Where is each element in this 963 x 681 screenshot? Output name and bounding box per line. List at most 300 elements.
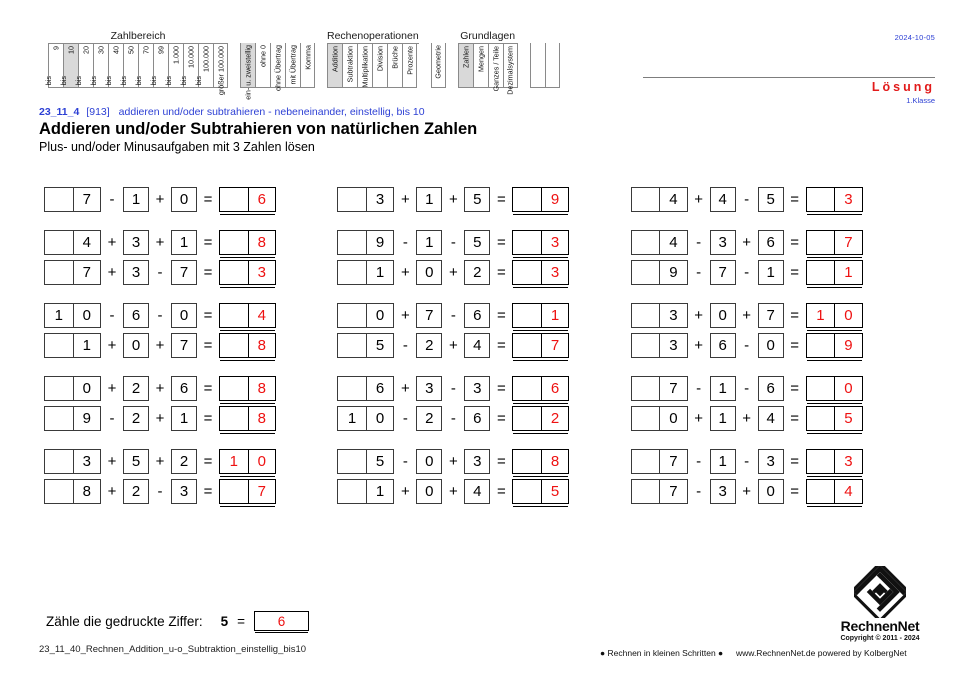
- equals-sign: =: [790, 190, 800, 208]
- second-operand-box[interactable]: 2: [416, 406, 442, 431]
- answer-box[interactable]: [806, 449, 863, 474]
- answer-box[interactable]: [512, 303, 569, 328]
- third-operand-box[interactable]: 3: [171, 479, 197, 504]
- header-cell[interactable]: [387, 44, 402, 88]
- answer-ones-digit: 1: [834, 261, 862, 284]
- answer-box[interactable]: [512, 230, 569, 255]
- count-task-equals: =: [237, 613, 245, 629]
- operand-ones-digit: 4: [659, 231, 687, 254]
- header-cell[interactable]: [255, 43, 270, 88]
- header-cell-top-label: Division: [375, 46, 385, 72]
- operator-2: +: [742, 409, 752, 427]
- header-divider-rule: [643, 77, 935, 78]
- first-operand-box[interactable]: [337, 333, 394, 358]
- equals-sign: =: [203, 409, 213, 427]
- header-cell-top-label: Geometrie: [433, 45, 443, 79]
- equation-row: [44, 332, 337, 358]
- equals-sign: =: [790, 409, 800, 427]
- equals-sign: =: [790, 306, 800, 324]
- worksheet-description: addieren und/oder subtrahieren - nebeneinander, einstellig, bis 10: [118, 106, 425, 118]
- header-cell-empty[interactable]: [545, 43, 560, 88]
- operand-ones-digit: 7: [73, 261, 101, 284]
- equation-row: [631, 186, 924, 212]
- operator-1: +: [107, 263, 117, 281]
- equals-sign: =: [203, 482, 213, 500]
- first-operand-box[interactable]: [337, 449, 394, 474]
- second-operand-box[interactable]: 1: [416, 230, 442, 255]
- operand-tens-digit: [338, 450, 366, 473]
- first-operand-box[interactable]: [337, 406, 394, 431]
- equals-sign: =: [203, 263, 213, 281]
- answer-box[interactable]: [219, 333, 276, 358]
- equation-row: [44, 302, 337, 328]
- operator-1: -: [696, 482, 702, 500]
- header-group-title: Grundlagen: [458, 29, 518, 44]
- answer-ones-digit: 5: [541, 480, 569, 503]
- second-operand-box[interactable]: 0: [416, 260, 442, 285]
- header-cell-top-label: 9: [51, 46, 61, 50]
- operator-2: +: [742, 482, 752, 500]
- operand-tens-digit: [45, 377, 73, 400]
- answer-tens-digit: [513, 261, 541, 284]
- equation-row: [631, 375, 924, 401]
- second-operand-box[interactable]: 1: [123, 187, 149, 212]
- operator-1: +: [107, 233, 117, 251]
- third-operand-box[interactable]: 6: [464, 406, 490, 431]
- second-operand-box[interactable]: 6: [123, 303, 149, 328]
- operator-1: +: [107, 336, 117, 354]
- answer-ones-digit: 8: [541, 450, 569, 473]
- header-cell-top-label: 50: [126, 46, 136, 54]
- operand-ones-digit: 1: [366, 480, 394, 503]
- second-operand-box[interactable]: 3: [710, 479, 736, 504]
- header-cell-bottom-label: bis: [134, 75, 144, 85]
- header-cell[interactable]: [300, 43, 315, 88]
- third-operand-box[interactable]: 5: [464, 230, 490, 255]
- third-operand-box[interactable]: 4: [464, 333, 490, 358]
- third-operand-box[interactable]: 0: [171, 187, 197, 212]
- operator-2: +: [155, 336, 165, 354]
- footer-url: www.RechnenNet.de powered by KolbergNet: [736, 648, 907, 658]
- answer-box[interactable]: [806, 479, 863, 504]
- answer-ones-digit: 4: [248, 304, 276, 327]
- exercise-block: [631, 186, 924, 212]
- third-operand-box[interactable]: 4: [758, 406, 784, 431]
- first-operand-box[interactable]: [631, 303, 688, 328]
- header-group-title: [530, 29, 560, 43]
- operand-tens-digit: [45, 334, 73, 357]
- exercise-block: [44, 302, 337, 358]
- answer-box[interactable]: [219, 260, 276, 285]
- answer-ones-digit: 5: [834, 407, 862, 430]
- equals-sign: =: [496, 233, 506, 251]
- header-cell[interactable]: [270, 43, 285, 91]
- worksheet-subject-line: [39, 106, 425, 118]
- exercise-block: [337, 302, 630, 358]
- first-operand-box[interactable]: [631, 406, 688, 431]
- header-group-cells: [431, 43, 446, 88]
- header-group-cells: [327, 44, 419, 88]
- second-operand-box[interactable]: 0: [710, 303, 736, 328]
- exercise-block: [44, 448, 337, 504]
- operator-2: -: [744, 336, 750, 354]
- operator-2: +: [448, 452, 458, 470]
- operator-2: -: [157, 306, 163, 324]
- operator-1: -: [696, 263, 702, 281]
- first-operand-box[interactable]: [631, 479, 688, 504]
- answer-box[interactable]: [512, 449, 569, 474]
- third-operand-box[interactable]: 4: [464, 479, 490, 504]
- answer-box[interactable]: [806, 406, 863, 431]
- third-operand-box[interactable]: 6: [171, 376, 197, 401]
- operator-2: +: [742, 306, 752, 324]
- third-operand-box[interactable]: 2: [464, 260, 490, 285]
- operand-ones-digit: 9: [73, 407, 101, 430]
- second-operand-box[interactable]: 7: [710, 260, 736, 285]
- answer-ones-digit: 3: [541, 261, 569, 284]
- equation-row: [337, 375, 630, 401]
- first-operand-box[interactable]: [337, 303, 394, 328]
- operand-tens-digit: [338, 188, 366, 211]
- equation-row: [631, 478, 924, 504]
- header-cell-bottom-label: bis: [104, 75, 114, 85]
- equals-sign: =: [496, 306, 506, 324]
- equals-sign: =: [496, 263, 506, 281]
- second-operand-box[interactable]: 3: [123, 230, 149, 255]
- equation-row: [337, 405, 630, 431]
- third-operand-box[interactable]: 6: [758, 376, 784, 401]
- answer-box[interactable]: [512, 406, 569, 431]
- header-group-title: [240, 29, 315, 43]
- first-operand-box[interactable]: [337, 260, 394, 285]
- first-operand-box[interactable]: [44, 230, 101, 255]
- answer-ones-digit: 9: [541, 188, 569, 211]
- second-operand-box[interactable]: 4: [710, 187, 736, 212]
- answer-tens-digit: [513, 480, 541, 503]
- operator-2: +: [155, 409, 165, 427]
- second-operand-box[interactable]: 0: [123, 333, 149, 358]
- third-operand-box[interactable]: 1: [171, 230, 197, 255]
- second-operand-box[interactable]: 5: [123, 449, 149, 474]
- exercise-block: [44, 229, 337, 285]
- answer-box[interactable]: [219, 187, 276, 212]
- first-operand-box[interactable]: [44, 303, 101, 328]
- header-cell-bottom-label: bis: [74, 75, 84, 85]
- answer-ones-digit: 2: [541, 407, 569, 430]
- operand-ones-digit: 7: [659, 450, 687, 473]
- exercise-block: [631, 302, 924, 358]
- second-operand-box[interactable]: 1: [416, 187, 442, 212]
- operator-2: -: [744, 190, 750, 208]
- header-group-title: [431, 29, 446, 43]
- header-cell[interactable]: [372, 44, 387, 88]
- operator-1: -: [109, 306, 115, 324]
- second-operand-box[interactable]: 2: [123, 376, 149, 401]
- answer-ones-digit: 3: [541, 231, 569, 254]
- answer-box[interactable]: [219, 479, 276, 504]
- answer-tens-digit: [220, 334, 248, 357]
- third-operand-box[interactable]: 6: [758, 230, 784, 255]
- third-operand-box[interactable]: 2: [171, 449, 197, 474]
- third-operand-box[interactable]: 5: [758, 187, 784, 212]
- answer-ones-digit: 3: [834, 450, 862, 473]
- third-operand-box[interactable]: 7: [758, 303, 784, 328]
- second-operand-box[interactable]: 1: [710, 406, 736, 431]
- operator-1: -: [402, 452, 408, 470]
- answer-box[interactable]: [512, 376, 569, 401]
- third-operand-box[interactable]: 1: [171, 406, 197, 431]
- answer-ones-digit: 8: [248, 334, 276, 357]
- third-operand-box[interactable]: 7: [171, 260, 197, 285]
- answer-ones-digit: 6: [248, 188, 276, 211]
- operand-tens-digit: [45, 231, 73, 254]
- header-cell-top-label: Subtraktion: [345, 46, 355, 83]
- third-operand-box[interactable]: 3: [758, 449, 784, 474]
- class-label: 1.Klasse: [906, 96, 935, 105]
- third-operand-box[interactable]: 7: [171, 333, 197, 358]
- answer-box[interactable]: [219, 449, 276, 474]
- header-cell[interactable]: [240, 43, 255, 100]
- operand-tens-digit: [338, 261, 366, 284]
- second-operand-box[interactable]: 3: [416, 376, 442, 401]
- operand-ones-digit: 1: [366, 261, 394, 284]
- header-cell-top-label: mit Übertrag: [288, 45, 298, 85]
- third-operand-box[interactable]: 1: [758, 260, 784, 285]
- answer-tens-digit: [220, 261, 248, 284]
- header-cell-top-label: Zahlen: [461, 46, 471, 68]
- answer-tens-digit: [513, 188, 541, 211]
- answer-box[interactable]: [512, 333, 569, 358]
- operand-tens-digit: [45, 261, 73, 284]
- operator-2: +: [448, 482, 458, 500]
- operator-2: +: [448, 263, 458, 281]
- second-operand-box[interactable]: 2: [123, 479, 149, 504]
- operator-2: -: [450, 409, 456, 427]
- answer-tens-digit: [807, 334, 835, 357]
- third-operand-box[interactable]: 3: [464, 376, 490, 401]
- header-cell-top-label: größer 100.000: [215, 46, 225, 96]
- header-cell-top-label: Mengen: [476, 46, 486, 72]
- operand-tens-digit: [45, 188, 73, 211]
- answer-ones-digit: 6: [541, 377, 569, 400]
- operator-1: +: [694, 190, 704, 208]
- answer-box[interactable]: [219, 406, 276, 431]
- equals-sign: =: [790, 336, 800, 354]
- header-cell[interactable]: [357, 44, 372, 88]
- header-cell[interactable]: [213, 44, 228, 96]
- equation-row: [44, 478, 337, 504]
- answer-box[interactable]: [219, 303, 276, 328]
- header-cell-top-label: Prozente: [404, 46, 414, 75]
- answer-ones-digit: 0: [834, 377, 862, 400]
- equals-sign: =: [496, 452, 506, 470]
- equals-sign: =: [203, 336, 213, 354]
- second-operand-box[interactable]: 1: [710, 449, 736, 474]
- operand-ones-digit: 3: [73, 450, 101, 473]
- exercise-block: [337, 229, 630, 285]
- operand-ones-digit: 7: [659, 480, 687, 503]
- worksheet-code: 23_11_4: [39, 106, 80, 118]
- third-operand-box[interactable]: 0: [758, 333, 784, 358]
- answer-box[interactable]: [806, 187, 863, 212]
- header-cell[interactable]: [402, 44, 417, 88]
- operand-tens-digit: [338, 304, 366, 327]
- operator-1: -: [696, 379, 702, 397]
- operand-ones-digit: 9: [659, 261, 687, 284]
- first-operand-box[interactable]: [44, 449, 101, 474]
- operand-tens-digit: [45, 407, 73, 430]
- header-cell[interactable]: [327, 44, 342, 88]
- operator-1: +: [694, 306, 704, 324]
- answer-tens-digit: [513, 334, 541, 357]
- second-operand-box[interactable]: 0: [416, 449, 442, 474]
- operand-tens-digit: [338, 480, 366, 503]
- second-operand-box[interactable]: 3: [123, 260, 149, 285]
- first-operand-box[interactable]: [631, 333, 688, 358]
- answer-tens-digit: 1: [816, 306, 825, 324]
- header-group-gap: [446, 29, 458, 88]
- first-operand-box[interactable]: [631, 260, 688, 285]
- header-cell[interactable]: [458, 44, 473, 88]
- answer-tens-digit: [807, 480, 835, 503]
- equation-row: [337, 332, 630, 358]
- third-operand-box[interactable]: 0: [758, 479, 784, 504]
- header-cell[interactable]: [342, 44, 357, 88]
- operand-tens-digit: [632, 304, 660, 327]
- answer-box[interactable]: [806, 260, 863, 285]
- equation-row: [337, 229, 630, 255]
- equation-row: [631, 332, 924, 358]
- answer-box[interactable]: [219, 376, 276, 401]
- first-operand-box[interactable]: [631, 449, 688, 474]
- header-group-title: Rechenoperationen: [327, 30, 419, 42]
- header-cell[interactable]: [285, 43, 300, 88]
- equation-row: [44, 375, 337, 401]
- header-cell-top-label: 20: [81, 46, 91, 54]
- operator-2: +: [742, 233, 752, 251]
- first-operand-box[interactable]: [44, 333, 101, 358]
- operator-1: +: [107, 482, 117, 500]
- answer-box[interactable]: [806, 303, 863, 328]
- answer-tens-digit: [513, 407, 541, 430]
- operand-ones-digit: 0: [366, 407, 394, 430]
- operator-1: -: [696, 452, 702, 470]
- operand-tens-digit: [632, 480, 660, 503]
- first-operand-box[interactable]: [44, 376, 101, 401]
- third-operand-box[interactable]: 0: [171, 303, 197, 328]
- operator-2: -: [450, 233, 456, 251]
- header-cell[interactable]: [503, 44, 518, 95]
- operator-1: -: [402, 336, 408, 354]
- operand-ones-digit: 4: [659, 188, 687, 211]
- operator-1: +: [400, 306, 410, 324]
- logo-copyright: Copyright © 2011 - 2024: [840, 634, 920, 642]
- header-cell[interactable]: [194, 44, 213, 88]
- exercise-grid: [44, 186, 924, 504]
- second-operand-box[interactable]: 2: [416, 333, 442, 358]
- second-operand-box[interactable]: 7: [416, 303, 442, 328]
- first-operand-box[interactable]: [337, 479, 394, 504]
- answer-tens-digit: [220, 377, 248, 400]
- count-task-digit: 5: [220, 613, 229, 629]
- exercise-column: [44, 186, 337, 504]
- header-cell-bottom-label: bis: [44, 75, 54, 85]
- answer-box[interactable]: [219, 230, 276, 255]
- second-operand-box[interactable]: 6: [710, 333, 736, 358]
- first-operand-box[interactable]: [631, 187, 688, 212]
- answer-box[interactable]: [512, 479, 569, 504]
- answer-box[interactable]: [512, 260, 569, 285]
- operator-1: +: [400, 379, 410, 397]
- operator-2: +: [448, 336, 458, 354]
- header-group: [458, 29, 518, 95]
- first-operand-box[interactable]: [44, 479, 101, 504]
- second-operand-box[interactable]: 2: [123, 406, 149, 431]
- answer-tens-digit: [513, 450, 541, 473]
- exercise-block: [337, 186, 630, 212]
- header-cell[interactable]: [488, 44, 503, 92]
- exercise-block: [631, 448, 924, 504]
- third-operand-box[interactable]: 3: [464, 449, 490, 474]
- operator-1: +: [400, 482, 410, 500]
- first-operand-box[interactable]: [337, 376, 394, 401]
- answer-box[interactable]: [806, 333, 863, 358]
- solution-label: Lösung: [871, 80, 935, 94]
- second-operand-box[interactable]: 0: [416, 479, 442, 504]
- category-header-table: [44, 29, 560, 100]
- header-cell-bottom-label: bis: [89, 75, 99, 85]
- second-operand-box[interactable]: 1: [710, 376, 736, 401]
- header-cell-top-label: Brüche: [390, 46, 400, 69]
- operand-tens-digit: 1: [54, 306, 63, 324]
- answer-box[interactable]: [512, 187, 569, 212]
- header-cell[interactable]: [473, 44, 488, 88]
- first-operand-box[interactable]: [44, 187, 101, 212]
- header-cell-top-label: Addition: [330, 46, 340, 72]
- first-operand-box[interactable]: [337, 187, 394, 212]
- second-operand-box[interactable]: 3: [710, 230, 736, 255]
- equals-sign: =: [203, 233, 213, 251]
- answer-box[interactable]: [806, 230, 863, 255]
- header-cell-bottom-label: bis: [164, 75, 174, 85]
- spiral-logo-icon: [825, 566, 935, 618]
- operator-2: +: [155, 233, 165, 251]
- equation-row: [337, 448, 630, 474]
- count-task-answer-box[interactable]: 6: [254, 611, 309, 631]
- answer-ones-digit: 8: [248, 377, 276, 400]
- operator-1: +: [107, 379, 117, 397]
- first-operand-box[interactable]: [44, 260, 101, 285]
- equals-sign: =: [203, 306, 213, 324]
- header-cell-empty[interactable]: [530, 43, 545, 88]
- header-cell-bottom-label: bis: [119, 75, 129, 85]
- operand-ones-digit: 7: [73, 188, 101, 211]
- answer-box[interactable]: [806, 376, 863, 401]
- header-cell[interactable]: [431, 43, 446, 88]
- first-operand-box[interactable]: [337, 230, 394, 255]
- equation-row: [631, 229, 924, 255]
- third-operand-box[interactable]: 6: [464, 303, 490, 328]
- operand-tens-digit: [632, 334, 660, 357]
- operand-ones-digit: 0: [366, 304, 394, 327]
- first-operand-box[interactable]: [44, 406, 101, 431]
- first-operand-box[interactable]: [631, 376, 688, 401]
- first-operand-box[interactable]: [631, 230, 688, 255]
- equals-sign: =: [790, 263, 800, 281]
- header-cell-top-label: Dezimalsystem: [505, 46, 515, 95]
- answer-tens-digit: [807, 261, 835, 284]
- third-operand-box[interactable]: 5: [464, 187, 490, 212]
